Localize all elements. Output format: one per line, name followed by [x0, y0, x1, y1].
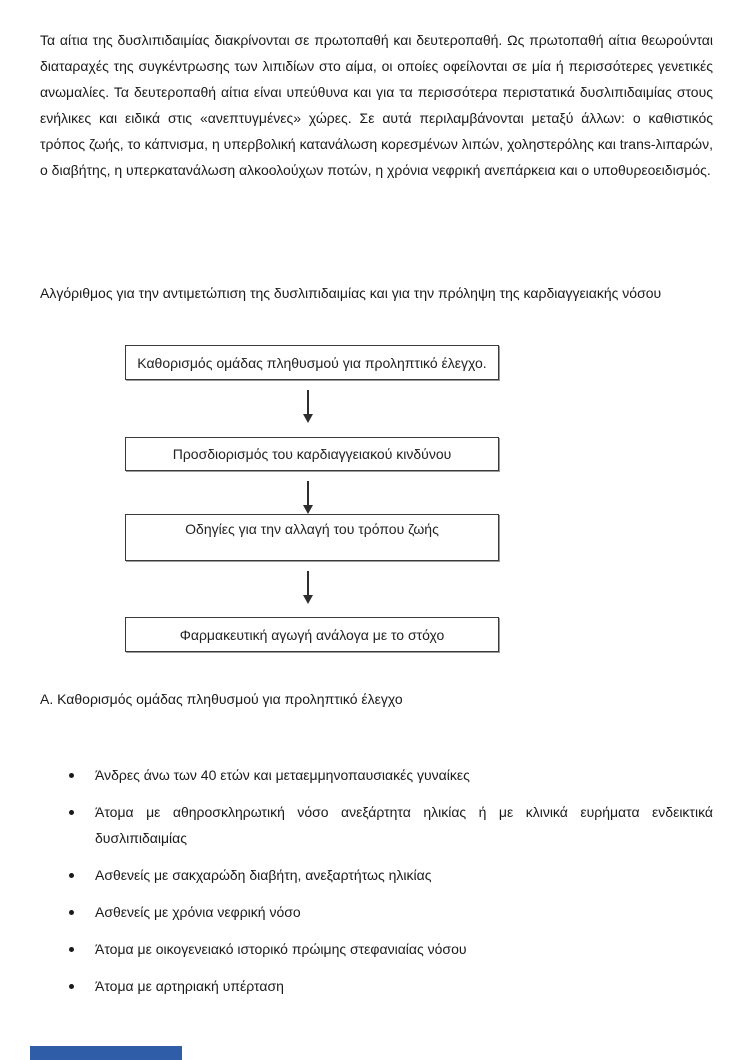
arrow-shaft: [307, 481, 309, 505]
list-item: [40, 899, 713, 925]
bullet-icon: [69, 810, 74, 815]
bullet-icon: [69, 910, 74, 915]
intro-paragraph: Τα αίτια της δυσλιπιδαιμίας διακρίνονται σε πρωτοπαθή και δευτεροπαθή. Ως πρωτοπαθή αίτια θεωρούνται διαταραχές της συγκέντρωσης των λιπιδίων στο αίμα, οι οποίες οφείλονται σε μία ή περισσότερες γενετικές ανωμαλίες. Τα δευτεροπαθή αίτια είναι υπεύθυνα και για τα περισσότερα περιστατικά δυσλιπιδαιμίας στους ενήλικες και ειδικά στις «ανεπτυγμένες» χώρες. Σε αυτά περιλαμβάνονται μεταξύ άλλων: ο καθιστικός τρόπος ζωής, το κάπνισμα, η υπερβολική κατανάλωση κορεσμένων λιπών, χοληστερόλης και trans-λιπαρών, ο διαβήτης, η υπερκατανάλωση αλκοολούχων ποτών, η χρόνια νεφρική ανεπάρκεια και ο υποθυρεοειδισμός.: [40, 32, 713, 178]
flowchart-step-medication: [125, 617, 499, 652]
list-item: [40, 799, 713, 851]
bullet-icon: [69, 984, 74, 989]
flowchart-step-label: Οδηγίες για την αλλαγή του τρόπου ζωής: [185, 521, 439, 537]
arrow-head: [303, 595, 313, 604]
next-table-header-edge: [30, 1046, 182, 1060]
screening-criteria-list: [40, 762, 713, 1010]
down-arrow-icon: [302, 390, 314, 423]
arrow-head: [303, 414, 313, 423]
flowchart-step-label: Φαρμακευτική αγωγή ανάλογα με το στόχο: [179, 626, 445, 643]
arrow-shaft: [307, 390, 309, 414]
flowchart-step-label: Καθορισμός ομάδας πληθυσμού για προληπτικό έλεγχο.: [137, 354, 487, 371]
list-item: [40, 973, 713, 999]
list-item-text: Άτομα με αρτηριακή υπέρταση: [95, 978, 284, 994]
down-arrow-icon: [302, 481, 314, 514]
list-item: [40, 936, 713, 962]
list-item-text: Άνδρες άνω των 40 ετών και μεταεμμηνοπαυσιακές γυναίκες: [95, 767, 470, 783]
list-item-text: Άτομα με οικογενειακό ιστορικό πρώιμης στεφανιαίας νόσου: [95, 941, 467, 957]
list-item: [40, 862, 713, 888]
flowchart-step-label: Προσδιορισμός του καρδιαγγειακού κινδύνου: [172, 446, 452, 462]
flowchart-step-screening: [125, 345, 499, 380]
arrow-shaft: [307, 571, 309, 595]
section-a-heading: Α. Καθορισμός ομάδας πληθυσμού για προληπτικό έλεγχο: [40, 691, 403, 707]
flowchart-step-risk-assessment: [125, 437, 499, 471]
bullet-icon: [69, 773, 74, 778]
bullet-icon: [69, 873, 74, 878]
down-arrow-icon: [302, 571, 314, 604]
algorithm-heading: Αλγόριθμος για την αντιμετώπιση της δυσλιπιδαιμίας και για την πρόληψη της καρδιαγγειακής νόσου: [40, 285, 662, 301]
flowchart-step-lifestyle: [125, 514, 499, 561]
arrow-head: [303, 505, 313, 514]
bullet-icon: [69, 947, 74, 952]
list-item-text: Ασθενείς με σακχαρώδη διαβήτη, ανεξαρτήτως ηλικίας: [95, 867, 432, 883]
list-item: [40, 762, 713, 788]
list-item-text: Άτομα με αθηροσκληρωτική νόσο ανεξάρτητα ηλικίας ή με κλινικά ευρήματα ενδεικτικά δυσλιπιδαιμίας: [95, 804, 713, 846]
list-item-text: Ασθενείς με χρόνια νεφρική νόσο: [95, 904, 301, 920]
